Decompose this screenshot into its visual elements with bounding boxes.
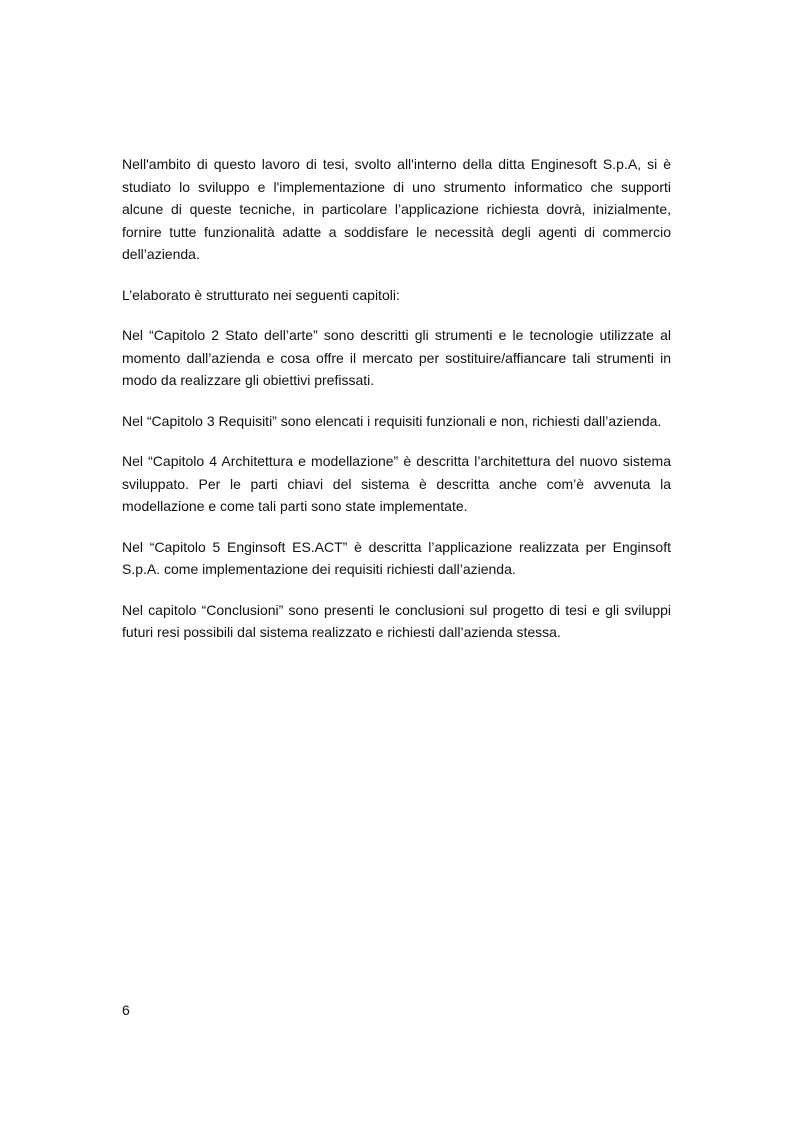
paragraph-chapter-5: Nel “Capitolo 5 Enginsoft ES.ACT” è descritta l’applicazione realizzata per Enginsoft S.p.A. come implementazione dei requisiti richiesti dall’azienda. <box>122 538 671 577</box>
page-number: 6 <box>122 1002 130 1018</box>
paragraph-structure: L’elaborato è strutturato nei seguenti capitoli: <box>122 286 400 303</box>
paragraph-conclusions: Nel capitolo “Conclusioni” sono presenti le conclusioni sul progetto di tesi e gli sviluppi futuri resi possibili dal sistema realizzato e richiesti dall’azienda stessa. <box>122 601 671 640</box>
paragraph-chapter-4: Nel “Capitolo 4 Architettura e modellazione” è descritta l’architettura del nuovo sistema sviluppato. Per le parti chiavi del sistema è descritta anche com’è avvenuta la modellazione e come tali parti sono state implementate. <box>122 453 671 514</box>
paragraph-intro: Nell'ambito di questo lavoro di tesi, svolto all'interno della ditta Enginesoft S.p.A, si è studiato lo sviluppo e l'implementazione di uno strumento informatico che supporti alcune di queste tecniche, in particolare l’applicazione richiesta dovrà, inizialmente, fornire tutte funzionalità adatte a soddisfare le necessità degli agenti di commercio dell’azienda. <box>122 156 671 262</box>
paragraph-chapter-2: Nel “Capitolo 2 Stato dell’arte” sono descritti gli strumenti e le tecnologie utilizzate al momento dall’azienda e cosa offre il mercato per sostituire/affiancare tali strumenti in modo da realizzare gli obiettivi prefissati. <box>122 327 671 388</box>
paragraph-chapter-3: Nel “Capitolo 3 Requisiti” sono elencati i requisiti funzionali e non, richiesti dall’azienda. <box>122 412 662 429</box>
body-text <box>122 153 671 662</box>
